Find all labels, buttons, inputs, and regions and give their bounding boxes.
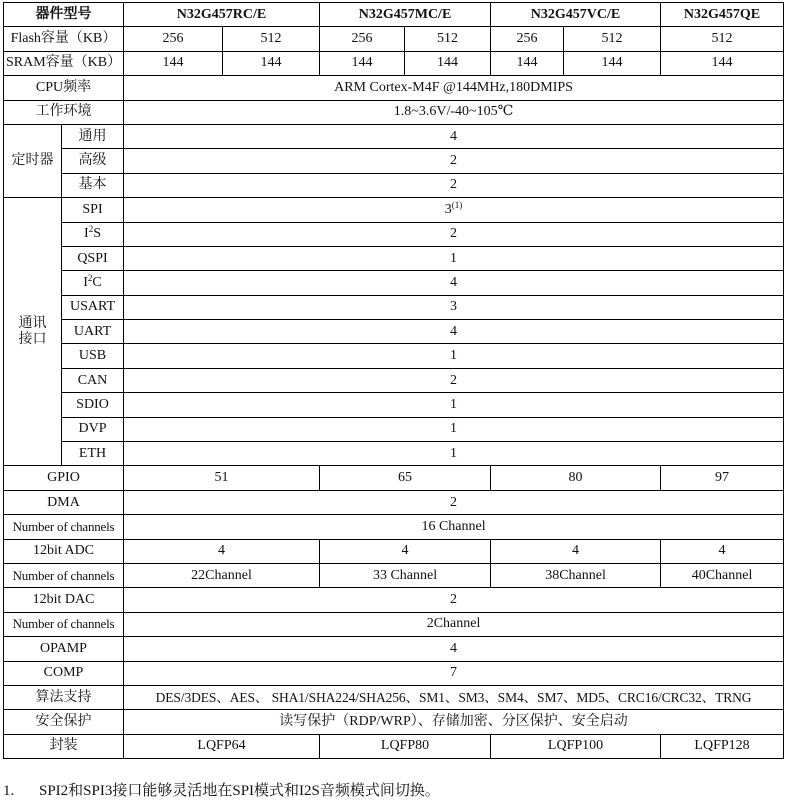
comm-row-i2c bbox=[4, 271, 784, 295]
opamp-value: 4 bbox=[124, 637, 784, 661]
package-value: LQFP100 bbox=[491, 734, 661, 758]
flash-row bbox=[4, 27, 784, 51]
comm-group-label-line1: 通讯 bbox=[18, 315, 47, 331]
algo-row bbox=[4, 685, 784, 709]
flash-value: 512 bbox=[564, 27, 661, 51]
i2s-label-post: S bbox=[93, 226, 101, 242]
adc-channels-value: 22Channel bbox=[124, 563, 320, 587]
package-value: LQFP128 bbox=[661, 734, 784, 758]
timer-row-basic bbox=[4, 173, 784, 197]
dma-channels-row bbox=[4, 515, 784, 539]
spi-value: 3 bbox=[444, 201, 452, 217]
comm-row-usart bbox=[4, 295, 784, 319]
env-row bbox=[4, 100, 784, 124]
comm-row-i2s bbox=[4, 222, 784, 246]
i2c-value: 4 bbox=[124, 271, 784, 295]
security-row bbox=[4, 710, 784, 734]
i2c-label-sup: 2 bbox=[87, 272, 93, 283]
usb-label: USB bbox=[62, 344, 124, 368]
sram-value: 144 bbox=[564, 51, 661, 75]
comp-label: COMP bbox=[4, 661, 124, 685]
adc-value: 4 bbox=[491, 539, 661, 563]
usart-value: 3 bbox=[124, 295, 784, 319]
opamp-row bbox=[4, 637, 784, 661]
footnote-text: SPI2和SPI3接口能够灵活地在SPI模式和I2S音频模式间切换。 bbox=[39, 783, 440, 799]
eth-value: 1 bbox=[124, 442, 784, 466]
package-value: LQFP80 bbox=[320, 734, 491, 758]
security-label: 安全保护 bbox=[4, 710, 124, 734]
i2c-label bbox=[62, 271, 124, 295]
gpio-value: 80 bbox=[491, 466, 661, 490]
gpio-value: 65 bbox=[320, 466, 491, 490]
timer-general-value: 4 bbox=[124, 124, 784, 148]
comm-row-uart bbox=[4, 320, 784, 344]
can-value: 2 bbox=[124, 368, 784, 392]
i2s-value: 2 bbox=[124, 222, 784, 246]
timer-advanced-value: 2 bbox=[124, 149, 784, 173]
gpio-label: GPIO bbox=[4, 466, 124, 490]
qspi-value: 1 bbox=[124, 246, 784, 270]
gpio-row bbox=[4, 466, 784, 490]
comm-group-label bbox=[4, 198, 62, 466]
sram-label: SRAM容量（KB） bbox=[4, 51, 124, 75]
comp-value: 7 bbox=[124, 661, 784, 685]
timer-row-general bbox=[4, 124, 784, 148]
footnote bbox=[3, 779, 440, 800]
dac-channels-value: 2Channel bbox=[124, 612, 784, 636]
comm-row-dvp bbox=[4, 417, 784, 441]
dma-channels-label: Number of channels bbox=[4, 515, 124, 539]
flash-value: 512 bbox=[405, 27, 491, 51]
comm-row-spi bbox=[4, 198, 784, 222]
eth-label: ETH bbox=[62, 442, 124, 466]
sdio-label: SDIO bbox=[62, 393, 124, 417]
spi-value-cell bbox=[124, 198, 784, 222]
package-label: 封装 bbox=[4, 734, 124, 758]
gpio-value: 97 bbox=[661, 466, 784, 490]
env-value: 1.8~3.6V/-40~105℃ bbox=[124, 100, 784, 124]
sdio-value: 1 bbox=[124, 393, 784, 417]
timers-group-label: 定时器 bbox=[4, 124, 62, 197]
spi-label: SPI bbox=[62, 198, 124, 222]
dma-row bbox=[4, 490, 784, 514]
adc-channels-value: 40Channel bbox=[661, 563, 784, 587]
can-label: CAN bbox=[62, 368, 124, 392]
adc-value: 4 bbox=[320, 539, 491, 563]
header-row bbox=[4, 3, 784, 27]
sram-value: 144 bbox=[223, 51, 320, 75]
env-label: 工作环境 bbox=[4, 100, 124, 124]
i2c-label-post: C bbox=[92, 274, 102, 290]
flash-value: 256 bbox=[124, 27, 223, 51]
dvp-label: DVP bbox=[62, 417, 124, 441]
gpio-value: 51 bbox=[124, 466, 320, 490]
sram-value: 144 bbox=[320, 51, 405, 75]
adc-channels-value: 38Channel bbox=[491, 563, 661, 587]
timer-general-label: 通用 bbox=[62, 124, 124, 148]
package-row bbox=[4, 734, 784, 758]
model-vc-header: N32G457VC/E bbox=[491, 3, 661, 27]
model-mc-header: N32G457MC/E bbox=[320, 3, 491, 27]
flash-value: 256 bbox=[320, 27, 405, 51]
flash-label: Flash容量（KB） bbox=[4, 27, 124, 51]
dma-label: DMA bbox=[4, 490, 124, 514]
adc-label: 12bit ADC bbox=[4, 539, 124, 563]
adc-value: 4 bbox=[661, 539, 784, 563]
comm-row-sdio bbox=[4, 393, 784, 417]
spec-table bbox=[3, 2, 784, 759]
comm-row-can bbox=[4, 368, 784, 392]
spi-footnote-ref: (1) bbox=[451, 199, 463, 210]
i2s-label-sup: 2 bbox=[88, 224, 94, 235]
i2c-label-pre: I bbox=[83, 274, 88, 290]
dma-value: 2 bbox=[124, 490, 784, 514]
adc-channels-value: 33 Channel bbox=[320, 563, 491, 587]
cpu-row bbox=[4, 76, 784, 100]
dac-label: 12bit DAC bbox=[4, 588, 124, 612]
usart-label: USART bbox=[62, 295, 124, 319]
adc-value: 4 bbox=[124, 539, 320, 563]
footnote-number: 1. bbox=[3, 783, 15, 799]
timer-row-advanced bbox=[4, 149, 784, 173]
qspi-label: QSPI bbox=[62, 246, 124, 270]
algo-label: 算法支持 bbox=[4, 685, 124, 709]
comm-row-eth bbox=[4, 442, 784, 466]
model-qe-header: N32G457QE bbox=[661, 3, 784, 27]
dac-channels-label: Number of channels bbox=[4, 612, 124, 636]
dvp-value: 1 bbox=[124, 417, 784, 441]
adc-channels-row bbox=[4, 563, 784, 587]
dac-value: 2 bbox=[124, 588, 784, 612]
algo-value: DES/3DES、AES、 SHA1/SHA224/SHA256、SM1、SM3、SM4、SM7、MD5、CRC16/CRC32、TRNG bbox=[124, 685, 784, 709]
model-rc-header: N32G457RC/E bbox=[124, 3, 320, 27]
adc-row bbox=[4, 539, 784, 563]
flash-value: 512 bbox=[223, 27, 320, 51]
part-number-header: 器件型号 bbox=[4, 3, 124, 27]
timer-basic-value: 2 bbox=[124, 173, 784, 197]
sram-value: 144 bbox=[491, 51, 564, 75]
sram-value: 144 bbox=[405, 51, 491, 75]
comm-row-qspi bbox=[4, 246, 784, 270]
package-value: LQFP64 bbox=[124, 734, 320, 758]
usb-value: 1 bbox=[124, 344, 784, 368]
security-value: 读写保护（RDP/WRP）、存储加密、分区保护、安全启动 bbox=[124, 710, 784, 734]
i2s-label bbox=[62, 222, 124, 246]
i2s-label-pre: I bbox=[84, 226, 89, 242]
timer-advanced-label: 高级 bbox=[62, 149, 124, 173]
dac-channels-row bbox=[4, 612, 784, 636]
opamp-label: OPAMP bbox=[4, 637, 124, 661]
cpu-label: CPU频率 bbox=[4, 76, 124, 100]
flash-value: 512 bbox=[661, 27, 784, 51]
dac-row bbox=[4, 588, 784, 612]
dma-channels-value: 16 Channel bbox=[124, 515, 784, 539]
sram-value: 144 bbox=[124, 51, 223, 75]
sram-value: 144 bbox=[661, 51, 784, 75]
comp-row bbox=[4, 661, 784, 685]
comm-row-usb bbox=[4, 344, 784, 368]
adc-channels-label: Number of channels bbox=[4, 563, 124, 587]
timer-basic-label: 基本 bbox=[62, 173, 124, 197]
sram-row bbox=[4, 51, 784, 75]
cpu-value: ARM Cortex-M4F @144MHz,180DMIPS bbox=[124, 76, 784, 100]
flash-value: 256 bbox=[491, 27, 564, 51]
uart-value: 4 bbox=[124, 320, 784, 344]
uart-label: UART bbox=[62, 320, 124, 344]
comm-group-label-line2: 接口 bbox=[18, 331, 47, 347]
